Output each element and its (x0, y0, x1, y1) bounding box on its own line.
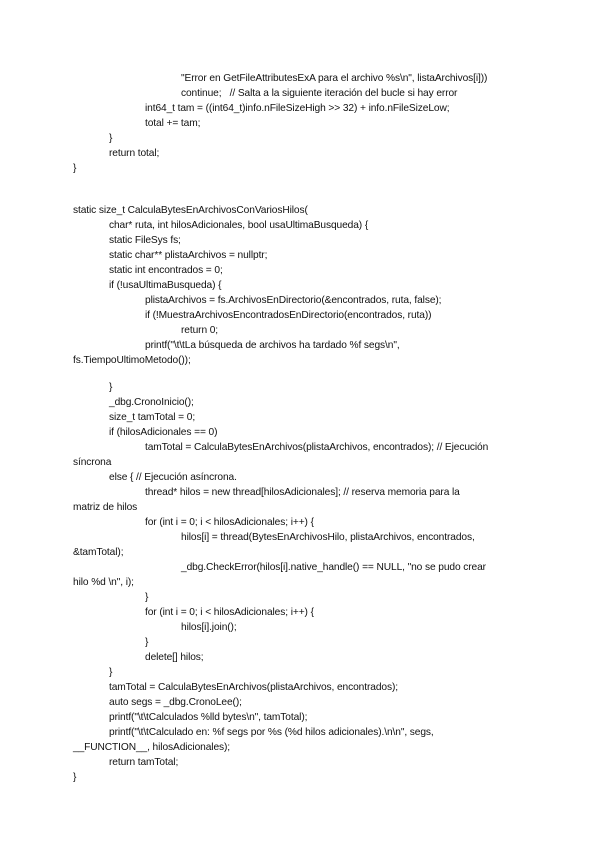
code-line: tamTotal = CalculaBytesEnArchivos(plistaArchivos, encontrados); (109, 682, 398, 693)
code-line: return tamTotal; (109, 757, 179, 768)
code-line: auto segs = _dbg.CronoLee(); (109, 697, 242, 708)
code-line: _dbg.CronoInicio(); (109, 397, 194, 408)
code-line: char* ruta, int hilosAdicionales, bool usaUltimaBusqueda) { (109, 220, 369, 231)
code-line: _dbg.CheckError(hilos[i].native_handle() == NULL, "no se pudo crear (181, 562, 486, 573)
code-line: size_t tamTotal = 0; (109, 412, 196, 423)
code-line: printf("\t\tCalculado en: %f segs por %s (%d hilos adicionales).\n\n", segs, (109, 727, 434, 738)
code-line: static size_t CalculaBytesEnArchivosConVariosHilos( (73, 205, 308, 216)
code-line: return 0; (181, 325, 219, 336)
code-line: static char** plistaArchivos = nullptr; (109, 250, 268, 261)
code-line: delete[] hilos; (145, 652, 204, 663)
code-line: } (73, 772, 77, 783)
code-line: if (hilosAdicionales == 0) (109, 427, 218, 438)
code-line: for (int i = 0; i < hilosAdicionales; i++) { (145, 607, 314, 618)
code-line: fs.TiempoUltimoMetodo()); (73, 355, 191, 366)
code-line: tamTotal = CalculaBytesEnArchivos(plistaArchivos, encontrados); // Ejecución (145, 442, 489, 453)
code-line: for (int i = 0; i < hilosAdicionales; i++) { (145, 517, 314, 528)
code-line: síncrona (73, 457, 112, 468)
code-line: int64_t tam = ((int64_t)info.nFileSizeHigh >> 32) + info.nFileSizeLow; (145, 103, 450, 114)
code-line: } (145, 592, 149, 603)
code-line: printf("\t\tCalculados %lld bytes\n", tamTotal); (109, 712, 308, 723)
code-line: printf("\t\tLa búsqueda de archivos ha tardado %f segs\n", (145, 340, 400, 351)
code-line: } (145, 637, 149, 648)
code-line: "Error en GetFileAttributesExA para el archivo %s\n", listaArchivos[i])) (181, 73, 488, 84)
code-line: return total; (109, 148, 160, 159)
code-line: } (109, 382, 113, 393)
code-line: hilo %d \n", i); (73, 577, 134, 588)
code-line: else { // Ejecución asíncrona. (109, 472, 237, 483)
code-line: if (!MuestraArchivosEncontradosEnDirectorio(encontrados, ruta)) (145, 310, 432, 321)
code-line: } (109, 667, 113, 678)
code-line: hilos[i] = thread(BytesEnArchivosHilo, plistaArchivos, encontrados, (181, 532, 475, 543)
code-line: } (109, 133, 113, 144)
code-line: } (73, 163, 77, 174)
code-line: thread* hilos = new thread[hilosAdicionales]; // reserva memoria para la (145, 487, 460, 498)
code-line: static int encontrados = 0; (109, 265, 223, 276)
code-line: static FileSys fs; (109, 235, 181, 246)
code-line: &tamTotal); (73, 547, 124, 558)
code-line: hilos[i].join(); (181, 622, 237, 633)
code-line: total += tam; (145, 118, 201, 129)
code-line: if (!usaUltimaBusqueda) { (109, 280, 222, 291)
code-line: continue; // Salta a la siguiente iteración del bucle si hay error (181, 88, 458, 99)
code-line: matriz de hilos (73, 502, 138, 513)
code-line: __FUNCTION__, hilosAdicionales); (73, 742, 231, 753)
code-line: plistaArchivos = fs.ArchivosEnDirectorio(&encontrados, ruta, false); (145, 295, 442, 306)
